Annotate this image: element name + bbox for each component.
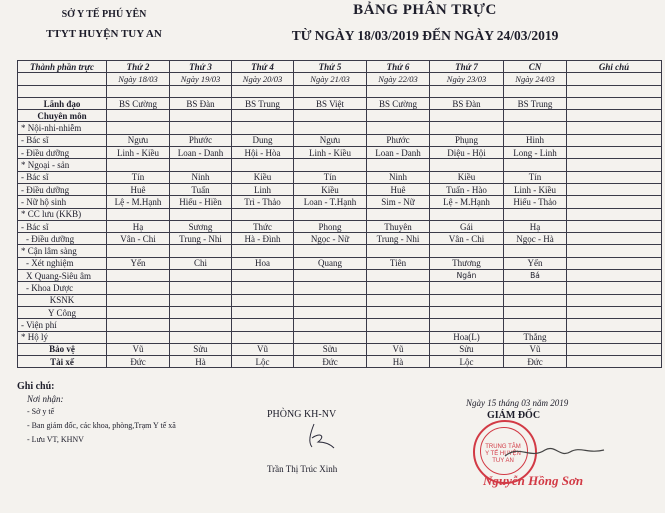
blank-cell <box>18 85 107 97</box>
duty-cell: Hoa(L) <box>430 331 504 343</box>
table-dates-row <box>18 73 662 85</box>
row-label: KSNK <box>18 294 107 306</box>
duty-cell <box>170 282 232 294</box>
duty-cell: Hạ <box>504 220 567 232</box>
notes-cell <box>567 233 662 245</box>
notes-cell <box>567 196 662 208</box>
duty-cell <box>294 245 367 257</box>
date-header: Ngày 19/03 <box>170 73 232 85</box>
duty-cell <box>170 331 232 343</box>
recipient-2: - Ban giám đốc, các khoa, phòng,Trạm Y tế xã <box>27 421 176 430</box>
duty-cell <box>504 159 567 171</box>
blank-cell <box>232 85 294 97</box>
duty-cell: BS Cường <box>107 97 170 109</box>
recipient-1: - Sở y tế <box>27 407 55 416</box>
notes-cell <box>567 110 662 122</box>
duty-cell <box>504 282 567 294</box>
duty-cell <box>367 270 430 282</box>
duty-cell: Trung - Nhi <box>170 233 232 245</box>
table-row <box>18 233 662 245</box>
duty-cell <box>504 306 567 318</box>
duty-cell <box>170 122 232 134</box>
duty-cell: Huê <box>107 183 170 195</box>
duty-cell <box>367 122 430 134</box>
duty-cell: Ngưu <box>107 134 170 146</box>
duty-cell <box>367 245 430 257</box>
table-row <box>18 122 662 134</box>
table-row <box>18 257 662 269</box>
day-header: Thứ 6 <box>367 61 430 73</box>
duty-cell: Sửu <box>294 343 367 355</box>
table-row <box>18 110 662 122</box>
notes-cell <box>567 159 662 171</box>
org-line-2: TTYT HUYỆN TUY AN <box>46 28 162 40</box>
duty-cell: Ngọc - Hà <box>504 233 567 245</box>
duty-cell <box>107 294 170 306</box>
row-label: Lãnh đạo <box>18 97 107 109</box>
notes-cell <box>567 208 662 220</box>
duty-cell <box>232 270 294 282</box>
duty-cell <box>504 110 567 122</box>
duty-cell <box>232 331 294 343</box>
row-label: X Quang-Siêu âm <box>18 270 107 282</box>
table-row <box>18 319 662 331</box>
duty-cell <box>430 245 504 257</box>
duty-cell: BS Việt <box>294 97 367 109</box>
duty-cell: Hạ <box>107 220 170 232</box>
duty-cell <box>107 122 170 134</box>
duty-cell: Kiều <box>232 171 294 183</box>
duty-cell <box>430 306 504 318</box>
day-header: Thứ 3 <box>170 61 232 73</box>
duty-cell <box>170 208 232 220</box>
duty-cell: Linh - Kiều <box>504 183 567 195</box>
duty-cell: Hiếu - Hiền <box>170 196 232 208</box>
duty-cell <box>294 306 367 318</box>
date-line: Ngày 15 tháng 03 năm 2019 <box>466 398 569 408</box>
notes-cell <box>567 282 662 294</box>
row-label: - Điều dưỡng <box>18 183 107 195</box>
blank-cell <box>567 85 662 97</box>
duty-cell <box>294 110 367 122</box>
duty-cell <box>232 245 294 257</box>
duty-cell: Hoa <box>232 257 294 269</box>
date-header: Ngày 21/03 <box>294 73 367 85</box>
duty-cell: Loan - T.Hạnh <box>294 196 367 208</box>
notes-cell <box>567 319 662 331</box>
duty-cell: Tín <box>504 171 567 183</box>
duty-cell <box>430 159 504 171</box>
duty-cell <box>232 294 294 306</box>
duty-cell <box>294 319 367 331</box>
duty-cell: Đức <box>107 356 170 368</box>
date-header: Ngày 24/03 <box>504 73 567 85</box>
duty-cell: Lệ - M.Hạnh <box>430 196 504 208</box>
duty-cell <box>107 159 170 171</box>
table-row <box>18 208 662 220</box>
recipients-title: Nơi nhận: <box>27 394 64 404</box>
notes-cell <box>567 245 662 257</box>
duty-cell: Loan - Danh <box>367 147 430 159</box>
duty-cell <box>107 306 170 318</box>
duty-cell <box>232 319 294 331</box>
duty-cell: Huê <box>367 183 430 195</box>
table-row <box>18 196 662 208</box>
row-label: - Xét nghiệm <box>18 257 107 269</box>
dept-title: PHÒNG KH-NV <box>267 409 337 420</box>
duty-cell: Phước <box>170 134 232 146</box>
recipient-3: - Lưu VT, KHNV <box>27 435 84 444</box>
duty-cell: Vũ <box>504 343 567 355</box>
duty-cell: Loan - Danh <box>170 147 232 159</box>
table-row <box>18 331 662 343</box>
notes-column-header: Ghi chú <box>567 61 662 73</box>
notes-cell <box>567 122 662 134</box>
row-label: * Nội-nhi-nhiễm <box>18 122 107 134</box>
day-header: Thứ 2 <box>107 61 170 73</box>
duty-cell <box>504 294 567 306</box>
duty-cell <box>504 208 567 220</box>
notes-cell <box>567 331 662 343</box>
duty-cell: Lộc <box>232 356 294 368</box>
notes-cell <box>567 270 662 282</box>
day-header: Thứ 5 <box>294 61 367 73</box>
duty-cell: Trì - Thảo <box>232 196 294 208</box>
duty-cell <box>294 159 367 171</box>
duty-cell: Gái <box>430 220 504 232</box>
row-label: - Bác sĩ <box>18 171 107 183</box>
row-label: * CC lưu (KKB) <box>18 208 107 220</box>
notes-cell <box>567 183 662 195</box>
duty-cell: Vũ <box>232 343 294 355</box>
row-label: - Nữ hộ sinh <box>18 196 107 208</box>
duty-cell <box>367 319 430 331</box>
duty-cell <box>294 122 367 134</box>
table-header-row <box>18 61 662 73</box>
duty-cell: Sim - Nữ <box>367 196 430 208</box>
notes-cell <box>567 356 662 368</box>
duty-cell: Dung <box>232 134 294 146</box>
duty-cell: Hội - Hòa <box>232 147 294 159</box>
duty-cell: Ninh <box>170 171 232 183</box>
row-label: - Viện phí <box>18 319 107 331</box>
notes-cell <box>567 134 662 146</box>
duty-cell <box>294 208 367 220</box>
blank-cell <box>367 85 430 97</box>
row-label: * Cận lâm sàng <box>18 245 107 257</box>
duty-cell <box>504 319 567 331</box>
duty-cell <box>294 270 367 282</box>
duty-cell: Kiều <box>294 183 367 195</box>
duty-cell: Hinh <box>504 134 567 146</box>
notes-cell <box>567 147 662 159</box>
notes-cell <box>567 220 662 232</box>
row-label: - Khoa Dược <box>18 282 107 294</box>
duty-cell <box>232 282 294 294</box>
dept-signature <box>300 420 340 452</box>
duty-cell: Linh - Kiều <box>107 147 170 159</box>
duty-cell: BS Đàn <box>170 97 232 109</box>
table-row <box>18 134 662 146</box>
blank-cell <box>294 85 367 97</box>
table-row <box>18 356 662 368</box>
notes-cell <box>567 97 662 109</box>
duty-cell: Thương <box>430 257 504 269</box>
duty-cell: Sương <box>170 220 232 232</box>
duty-cell <box>107 270 170 282</box>
duty-cell: Đức <box>504 356 567 368</box>
duty-cell: Vũ <box>367 343 430 355</box>
org-line-1: SỞ Y TẾ PHÚ YÊN <box>61 9 147 20</box>
duty-cell <box>170 294 232 306</box>
duty-cell: Phụng <box>430 134 504 146</box>
row-label: * Ngoại - sản <box>18 159 107 171</box>
notes-cell <box>567 343 662 355</box>
duty-cell: Yến <box>107 257 170 269</box>
duty-cell <box>430 294 504 306</box>
notes-cell <box>567 171 662 183</box>
table-row <box>18 282 662 294</box>
duty-cell <box>367 208 430 220</box>
duty-cell: BS Cường <box>367 97 430 109</box>
duty-cell <box>170 270 232 282</box>
table-blank-row <box>18 85 662 97</box>
duty-cell: Tuấn - Hào <box>430 183 504 195</box>
stamp-text: TRUNG TÂM Y TẾ HUYỆN TUY AN <box>485 444 521 464</box>
duty-cell: BS Trung <box>504 97 567 109</box>
notes-cell <box>567 306 662 318</box>
duty-cell <box>107 319 170 331</box>
duty-cell: Trung - Nhi <box>367 233 430 245</box>
row-label: - Bác sĩ <box>18 220 107 232</box>
blank-cell <box>107 85 170 97</box>
duty-cell: Ngân <box>430 270 504 282</box>
duty-cell: Yến <box>504 257 567 269</box>
duty-cell: Thuyên <box>367 220 430 232</box>
day-header: CN <box>504 61 567 73</box>
duty-cell: Sửu <box>170 343 232 355</box>
duty-cell: Sửu <box>430 343 504 355</box>
duty-cell: Quang <box>294 257 367 269</box>
duty-cell: Tín <box>294 171 367 183</box>
duty-cell <box>232 122 294 134</box>
director-name: Nguyễn Hồng Sơn <box>483 473 584 488</box>
duty-cell: Lệ - M.Hạnh <box>107 196 170 208</box>
duty-cell <box>294 282 367 294</box>
duty-cell: Ngọc - Nữ <box>294 233 367 245</box>
row-label: - Bác sĩ <box>18 134 107 146</box>
duty-cell: Đức <box>294 356 367 368</box>
table-row <box>18 294 662 306</box>
table-row <box>18 270 662 282</box>
duty-cell <box>367 159 430 171</box>
duty-cell <box>107 331 170 343</box>
dates-label-cell <box>18 73 107 85</box>
duty-cell <box>367 306 430 318</box>
duty-cell: Long - Linh <box>504 147 567 159</box>
document-title: BẢNG PHÂN TRỰC <box>353 2 497 18</box>
duty-cell <box>294 331 367 343</box>
date-header: Ngày 20/03 <box>232 73 294 85</box>
table-row <box>18 306 662 318</box>
duty-cell: Vũ <box>107 343 170 355</box>
table-row <box>18 171 662 183</box>
duty-cell: Vân - Chi <box>107 233 170 245</box>
duty-cell: Lộc <box>430 356 504 368</box>
row-label: * Hộ lý <box>18 331 107 343</box>
duty-cell <box>170 110 232 122</box>
duty-cell <box>232 110 294 122</box>
table-row <box>18 183 662 195</box>
duty-cell <box>170 319 232 331</box>
duty-cell: Vân - Chi <box>430 233 504 245</box>
duty-cell: Diệu - Hội <box>430 147 504 159</box>
duty-cell <box>294 294 367 306</box>
table-row <box>18 97 662 109</box>
duty-cell <box>170 306 232 318</box>
document-subtitle: TỪ NGÀY 18/03/2019 ĐẾN NGÀY 24/03/2019 <box>291 28 559 43</box>
dept-signer-name: Trần Thị Trúc Xinh <box>267 464 338 474</box>
duty-cell: Hà - Đình <box>232 233 294 245</box>
duty-cell <box>170 159 232 171</box>
duty-schedule-table <box>17 60 662 368</box>
duty-cell: Phước <box>367 134 430 146</box>
blank-cell <box>504 85 567 97</box>
date-header: Ngày 23/03 <box>430 73 504 85</box>
duty-cell <box>430 122 504 134</box>
duty-cell <box>232 208 294 220</box>
duty-cell: Tín <box>107 171 170 183</box>
director-title: GIÁM ĐỐC <box>487 410 541 421</box>
notes-cell <box>567 73 662 85</box>
row-label: Tài xế <box>18 356 107 368</box>
duty-cell <box>107 110 170 122</box>
day-header: Thứ 4 <box>232 61 294 73</box>
duty-cell: Hà <box>170 356 232 368</box>
duty-cell <box>232 159 294 171</box>
date-header: Ngày 22/03 <box>367 73 430 85</box>
duty-cell <box>430 110 504 122</box>
duty-cell: Linh <box>232 183 294 195</box>
duty-cell <box>232 306 294 318</box>
day-header: Thứ 7 <box>430 61 504 73</box>
date-header: Ngày 18/03 <box>107 73 170 85</box>
duty-cell: Bá <box>504 270 567 282</box>
table-row <box>18 147 662 159</box>
duty-cell: Phong <box>294 220 367 232</box>
duty-cell: Hà <box>367 356 430 368</box>
duty-cell <box>430 282 504 294</box>
blank-cell <box>170 85 232 97</box>
row-label: Bảo vệ <box>18 343 107 355</box>
duty-cell: Kiều <box>430 171 504 183</box>
duty-cell <box>504 122 567 134</box>
duty-cell <box>367 294 430 306</box>
row-label: Chuyên môn <box>18 110 107 122</box>
duty-cell: BS Đàn <box>430 97 504 109</box>
row-label: - Điều dưỡng <box>18 147 107 159</box>
duty-cell: Hiếu - Thảo <box>504 196 567 208</box>
table-row <box>18 245 662 257</box>
director-signature-mark <box>500 438 610 464</box>
notes-title: Ghi chú: <box>17 381 55 392</box>
notes-cell <box>567 257 662 269</box>
row-label: - Điều dưỡng <box>18 233 107 245</box>
blank-cell <box>430 85 504 97</box>
duty-cell <box>367 110 430 122</box>
duty-cell <box>430 319 504 331</box>
duty-cell <box>107 208 170 220</box>
duty-cell <box>107 282 170 294</box>
duty-cell <box>430 208 504 220</box>
duty-cell <box>504 245 567 257</box>
duty-cell: Thắng <box>504 331 567 343</box>
duty-cell: Chi <box>170 257 232 269</box>
duty-cell <box>107 245 170 257</box>
duty-cell <box>367 282 430 294</box>
duty-cell: Tiên <box>367 257 430 269</box>
duty-cell: Ninh <box>367 171 430 183</box>
table-row <box>18 343 662 355</box>
table-row <box>18 159 662 171</box>
duty-cell: BS Trung <box>232 97 294 109</box>
duty-cell <box>367 331 430 343</box>
row-label: Y Công <box>18 306 107 318</box>
notes-cell <box>567 294 662 306</box>
duty-cell <box>170 245 232 257</box>
table-row <box>18 220 662 232</box>
duty-cell: Tuấn <box>170 183 232 195</box>
duty-cell: Ngưu <box>294 134 367 146</box>
duty-cell: Thức <box>232 220 294 232</box>
duty-cell: Linh - Kiều <box>294 147 367 159</box>
first-column-header: Thành phần trực <box>18 61 107 73</box>
